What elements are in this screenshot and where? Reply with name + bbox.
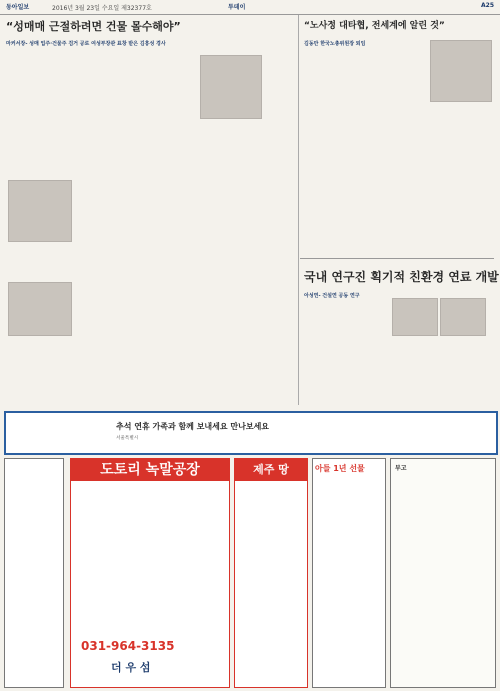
section2-headline: 국내 연구진 획기적 친환경 연료 개발 bbox=[304, 270, 499, 284]
ad-gift bbox=[312, 458, 386, 688]
ad-jeju bbox=[234, 458, 308, 688]
page-number: A25 bbox=[481, 2, 494, 9]
ad-tile-title: 도토리 녹말공장 bbox=[71, 459, 229, 481]
right-subtitle: 김동만 한국노총위원장 퇴임 bbox=[304, 41, 366, 47]
issue-date: 2016년 3월 23일 수요일 제32377호 bbox=[52, 5, 152, 12]
ad-gift-title: 아들 1년 선물 bbox=[315, 464, 365, 473]
main-headline: “성매매 근절하려면 건물 몰수해야” bbox=[6, 20, 181, 33]
photo-award bbox=[8, 282, 72, 336]
right-photo bbox=[430, 40, 492, 102]
photo-ceremony bbox=[8, 180, 72, 242]
banner-sub: 서울특별시 bbox=[116, 436, 139, 441]
section-title: 투데이 bbox=[228, 4, 246, 11]
page-header bbox=[0, 0, 500, 15]
ad-tile bbox=[70, 458, 230, 688]
reporter-photo bbox=[200, 55, 262, 119]
right-headline: “노사정 대타협, 전세계에 알린 것” bbox=[304, 21, 445, 31]
ad-sidebar bbox=[4, 458, 64, 688]
column-divider bbox=[298, 15, 299, 405]
section2-subtitle: 아성연- 건설연 공동 연구 bbox=[304, 293, 360, 299]
banner-text: 추석 연휴 가족과 함께 보내세요 만나보세요 bbox=[116, 422, 270, 431]
main-subtitle: 마커서장- 성매 업주·건물주 검거 공로 여성부장관 표창 받은 김흥성 경사 bbox=[6, 41, 166, 47]
obituary-box bbox=[390, 458, 496, 688]
ad-banner bbox=[4, 411, 498, 455]
paper-name: 동아일보 bbox=[6, 4, 30, 11]
obituary-title: 부고 bbox=[395, 465, 407, 472]
ad-tile-name: 더 우 섬 bbox=[111, 661, 151, 674]
ad-jeju-title: 제주 땅 bbox=[235, 459, 307, 481]
section-divider bbox=[300, 258, 494, 259]
researcher-photo-2 bbox=[440, 298, 486, 336]
researcher-photo-1 bbox=[392, 298, 438, 336]
ad-tile-phone: 031-964-3135 bbox=[81, 639, 175, 653]
